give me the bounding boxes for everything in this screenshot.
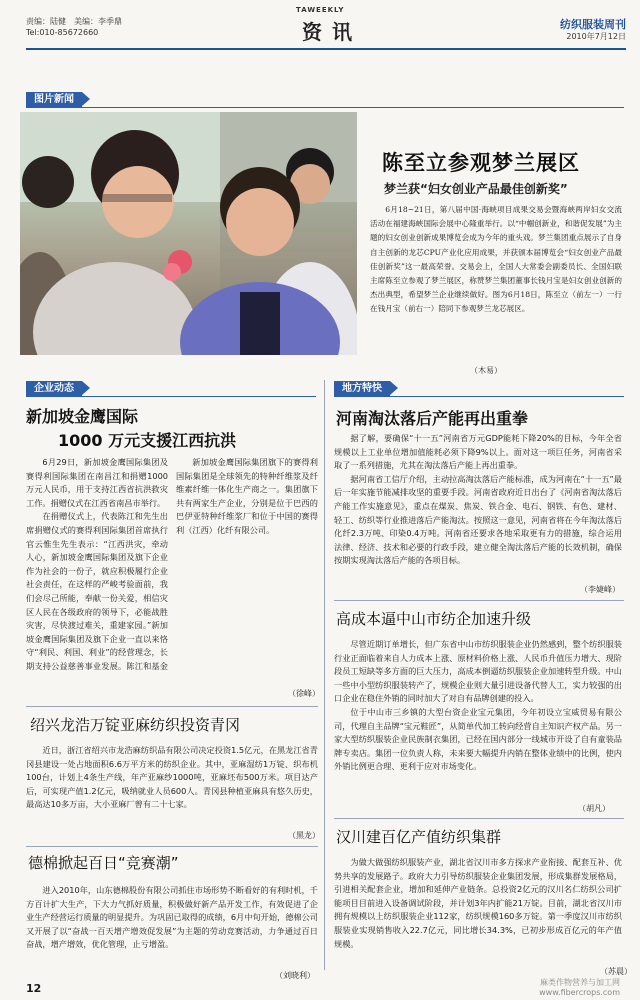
dezheng-title: 德棉掀起百日“竞赛潮” bbox=[28, 854, 179, 872]
henan-body bbox=[334, 432, 622, 582]
local-tag: 地方特快 bbox=[334, 381, 390, 396]
tel-line: Tel:010-85672660 bbox=[26, 28, 99, 37]
singapore-author: （徐峰） bbox=[288, 689, 320, 698]
shaoxing-paragraph: 近日，浙江省绍兴市龙浩麻纺织品有限公司决定投资1.5亿元，在黑龙江省青冈县建设一处占地面积6.6万平方米的纺织企业。其中，亚麻湿纺1万锭、织布机100台，计划上4条生产线，年产亚麻纱1000吨，亚麻坯布500万米。项目达产后，可实现产值1.2亿元，吸纳就业人员600人。青冈县种植亚麻具有悠久历史，最高达10多万亩，大小亚麻厂曾有二十七家。 bbox=[26, 745, 318, 810]
singapore-title-2: 1000 万元支援江西抗洪 bbox=[58, 431, 237, 450]
masthead-rule bbox=[26, 48, 626, 50]
shaoxing-title: 绍兴龙浩万锭亚麻纺织投资青冈 bbox=[30, 716, 241, 734]
publication-name: 纺织服装周刊 bbox=[560, 18, 626, 31]
divider-2 bbox=[26, 846, 318, 847]
henan-title: 河南淘汰落后产能再出重拳 bbox=[336, 409, 529, 428]
dezheng-author: （刘晓利） bbox=[275, 971, 315, 980]
lead-subtitle: 梦兰获“妇女创业产品最佳创新奖” bbox=[384, 182, 568, 196]
zhongshan-body bbox=[334, 638, 622, 798]
singapore-paragraph-1: 6月29日，新加坡金鹰国际集团及赛得利国际集团在南昌江和捐赠1000万元人民币，用于支持江西省抗洪救灾工作。捐赠仪式在江西省南昌市举行。 bbox=[26, 457, 168, 508]
hanchuan-author: （苏晨） bbox=[600, 967, 632, 976]
editors-line: 责编：陆健 美编：李季鼎 bbox=[26, 17, 122, 26]
watermark-line-1: 麻类作物营养与加工网 bbox=[540, 978, 620, 987]
enterprise-tag: 企业动态 bbox=[26, 381, 82, 396]
watermark bbox=[539, 978, 620, 998]
henan-paragraph-2: 据河南省工信厅介绍，主动拉高淘汰落后产能标准，成为河南在“十一五”最后一年实施节能减排攻坚的重要手段。河南省政府近日出台了《河南省淘汰落后产能工作实施意见》，重点在煤炭、焦炭、铁合金、电石、钢铁、有色、建材、轻工、纺织等行业推进落后产能淘汰。按照这一意见，河南省将在今年淘汰落后化纤2.3万吨、印染0.4万吨。河南省还要求各地采取更有力的措施，综合运用法律、经济、技术和必要的行政手段，建立健全淘汰落后产能的长效机制，确保按期实现淘汰落后产能的各项目标。 bbox=[334, 473, 622, 566]
weekly-label: TAWEEKLY bbox=[296, 6, 345, 14]
singapore-col-1 bbox=[26, 456, 168, 676]
singapore-col-2 bbox=[176, 456, 318, 664]
photo-illustration bbox=[20, 112, 357, 355]
henan-paragraph-1: 据了解，要确保“十一五”河南省万元GDP能耗下降20%的目标，今年全省规模以上工业单位增加值能耗必须下降9%以上。面对这一项巨任务，河南省采取了一系列措施，尤其在淘汰落后产能上再出重拳。 bbox=[334, 433, 622, 471]
zhongshan-title: 高成本逼中山市纺企加速升级 bbox=[336, 610, 532, 628]
singapore-title-1: 新加坡金鹰国际 bbox=[26, 407, 139, 426]
divider-1 bbox=[26, 706, 318, 707]
tag-rule bbox=[26, 107, 624, 108]
shaoxing-author: （黑龙） bbox=[288, 831, 320, 840]
hanchuan-body bbox=[334, 856, 622, 966]
lead-paragraph: 6月18~21日，第八届中国·海峡项目成果交易会暨海峡两岸妇女交流活动在福建海峡国际会展中心隆重举行。以“中帼创新业，和谐促发展”为主题的妇女创业创新成果博览会成为今年的重头戏。梦兰集团重点展示了自身自主创新的龙芯CPU产业化应用成果，并获颁本届博览会“妇女创业产品最佳创新奖”这一最高荣誉。交易会上，全国人大常委会副委员长、全国妇联主席陈至立参观了梦兰展区，称赞梦兰集团董事长钱月宝是妇女创业创新的杰出典型，希望梦兰企业继续做好。图为6月18日，陈至立（前左一）一行在钱月宝（前右一）陪同下参观梦兰龙芯展区。 bbox=[370, 205, 622, 314]
local-rule bbox=[334, 396, 624, 397]
lead-body bbox=[370, 203, 622, 317]
column-divider bbox=[324, 380, 325, 970]
zhongshan-author: （胡凡） bbox=[578, 804, 610, 813]
page-number: 12 bbox=[26, 982, 42, 995]
divider-4 bbox=[334, 818, 624, 819]
divider-3 bbox=[334, 600, 624, 601]
section-title: 资讯 bbox=[302, 20, 362, 44]
masthead bbox=[26, 6, 626, 54]
singapore-paragraph-2: 在捐赠仪式上，代表陈江和先生出席捐赠仪式的赛得利国际集团首席执行官云惟生先生表示：“江西洪灾，牵动人心，新加坡金鹰国际集团及旗下企业作为社会的一份子，就应积极履行企业社会责任，在这样的严峻考验面前，我们会尽己所能，奉献一份关爱，相信灾区人民在各级政府的领导下，必能战胜灾害，尽快渡过难关，重建家园。”新加坡金鹰国际集团及旗下企业一直以来恪守“利民、利国、利业”的经营理念，长期支持公益慈善事业发展。陈江和基金 bbox=[26, 511, 168, 671]
hanchuan-paragraph: 为做大做强纺织服装产业，湖北省汉川市多方探求产业衔接、配套互补、优势共享的发展路子。政府大力引导纺织服装企业集团发展，形成集群发展格局，引进相关配套企业，增加和延伸产业链条。总投资2亿元的汉川名仁纺织公司扩能项目目前进入设备调试阶段，并计划3年内扩能21万锭。目前，湖北省汉川市拥有规模以上纺织服装企业112家，纺织规模160多万锭。第一季度汉川市纺织服装业实现销售收入22.7亿元，同比增长34.3%，已初步形成百亿元的年产值规模。 bbox=[334, 857, 622, 949]
shaoxing-body bbox=[26, 744, 318, 826]
photo-news-tag: 图片新闻 bbox=[26, 92, 82, 107]
hanchuan-title: 汉川建百亿产值纺织集群 bbox=[336, 828, 502, 846]
enterprise-rule bbox=[26, 396, 316, 397]
dezheng-paragraph: 进入2010年，山东德棉股份有限公司抓住市场形势不断看好的有利时机，千方百计扩大生产，下大力气抓好质量，积极做好新产品开发工作，有效促进了企业生产经营运行质量的明显提升。为巩固已取得的成绩，6月中旬开始，德棉公司又开展了以“奋战一百天增产增效促发展”为主题的劳动竞赛活动，力争通过百日奋战，增产增效，优化管理，止亏增盈。 bbox=[26, 885, 318, 950]
dezheng-body bbox=[26, 884, 318, 966]
watermark-line-2: www.fibercrops.com bbox=[539, 988, 620, 997]
singapore-paragraph-3: 新加坡金鹰国际集团旗下的赛得利国际集团是全球领先的特种纤维浆及纤维素纤维一体化生产商之一。集团旗下共有两家生产企业，分别是位于巴西的巴伊亚特种纤维浆厂和位于中国的赛得利（江西）化纤有限公司。 bbox=[176, 457, 318, 535]
zhongshan-paragraph-1: 尽管近期订单增长，但广东省中山市纺织服装企业仍然感到，整个纺织服装行业正面临着来自人力成本上涨、原材料价格上涨、人民币升值压力增大、现阶段员工短缺等多方面的巨大压力，高成本倒逼纺织服装企业加速转型升级。中山一些中小型纺织服装转产了，规模企业则大量引进设备代替人工，实力较强的出口企业在稳住外销的同时加大了对自有品牌创建的投入。 bbox=[334, 639, 622, 704]
zhongshan-paragraph-2: 位于中山市三乡镇的大型台资企业宝元集团，今年初设立宝威贸易有限公司，代理自主品牌“宝元鞋匠”，从简单代加工转向经营自主知识产权产品。另一家大型纺织服装企业民族制衣集团，已经在国内部分一线城市开设了自有童装品牌专卖店。集团一位负责人称，未来要大幅提升内销在整体业绩中的比例，使内外销比例更合理、更利于应对市场变化。 bbox=[334, 706, 622, 772]
news-photo bbox=[20, 112, 357, 355]
lead-author: （木易） bbox=[470, 366, 502, 375]
lead-title: 陈至立参观梦兰展区 bbox=[382, 151, 580, 175]
issue-date: 2010年7月12日 bbox=[566, 32, 626, 41]
henan-author: （李婕峰） bbox=[580, 585, 620, 594]
editors-info bbox=[26, 16, 122, 38]
